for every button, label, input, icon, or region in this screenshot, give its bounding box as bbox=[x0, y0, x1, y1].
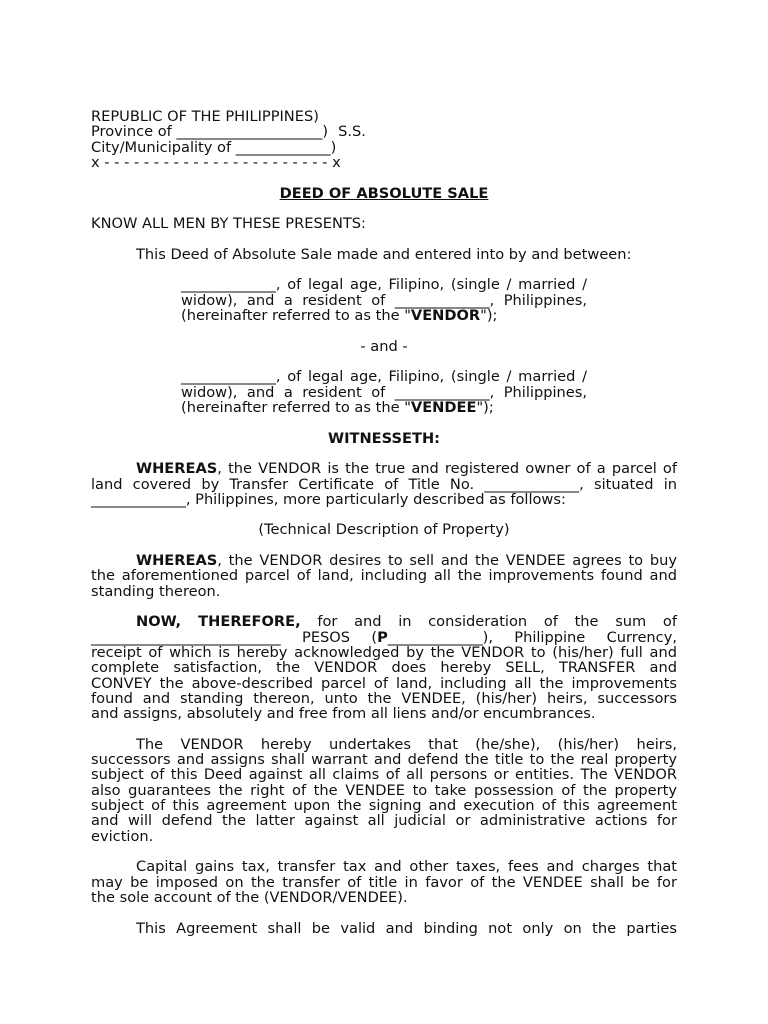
vendor-designation-line bbox=[181, 308, 587, 323]
paragraph-line: CONVEY the above-described parcel of land, including all the improvements bbox=[91, 674, 677, 692]
whereas-ownership-first-line bbox=[91, 461, 677, 476]
preamble: KNOW ALL MEN BY THESE PRESENTS: bbox=[91, 215, 366, 233]
paragraph-line: and assigns, absolutely and free from all liens and/or encumbrances. bbox=[91, 705, 596, 723]
whereas-lead: WHEREAS bbox=[136, 552, 218, 570]
designation-suffix: "); bbox=[476, 398, 494, 416]
amount-words-blank: __________________________ PESOS ( bbox=[91, 628, 378, 646]
header-province-line bbox=[91, 124, 677, 139]
whereas-lead: WHEREAS bbox=[136, 460, 218, 478]
designation-prefix: (hereinafter referred to as the " bbox=[181, 398, 411, 416]
paragraph-line: eviction. bbox=[91, 827, 154, 845]
paragraph-line: may be imposed on the transfer of title in favor of the VENDEE shall be for bbox=[91, 873, 677, 891]
province-blank: Province of ____________________) bbox=[91, 123, 329, 141]
intro-line: This Deed of Absolute Sale made and entered into by and between: bbox=[136, 245, 632, 263]
header-separator: x - - - - - - - - - - - - - - - - - - - - - - - x bbox=[91, 153, 341, 171]
vendor-line: _____________, of legal age, Filipino, (single / married / bbox=[181, 276, 587, 294]
paragraph-line: standing thereon. bbox=[91, 582, 221, 600]
consideration-amount-line bbox=[91, 630, 677, 645]
paragraph-line: the aforementioned parcel of land, including all the improvements found and bbox=[91, 567, 677, 585]
binding-effect-first-line: This Agreement shall be valid and binding not only on the parties bbox=[136, 919, 677, 937]
header-republic-line: REPUBLIC OF THE PHILIPPINES) bbox=[91, 108, 319, 125]
vendee-designation-line bbox=[181, 400, 587, 415]
paragraph-line: and will defend the latter against all judicial or administrative actions for bbox=[91, 812, 677, 830]
paragraph-line: subject of this agreement upon the signing and execution of this agreement bbox=[91, 797, 677, 815]
amount-figure-blank: _____________), Philippine Currency, bbox=[387, 628, 677, 646]
header-city-line: City/Municipality of _____________) bbox=[91, 138, 337, 156]
vendee-designation: VENDEE bbox=[410, 398, 477, 416]
now-therefore-lead: NOW, THEREFORE, bbox=[136, 613, 301, 631]
document-title: DEED OF ABSOLUTE SALE bbox=[279, 184, 489, 202]
witnesseth-heading: WITNESSETH: bbox=[327, 429, 440, 447]
paragraph-line: subject of this Deed against all claims of all persons or entities. The VENDOR bbox=[91, 766, 677, 784]
paragraph-line: _____________, Philippines, more particularly described as follows: bbox=[91, 490, 566, 508]
venue-mark: S.S. bbox=[338, 123, 366, 141]
paragraph-line: complete satisfaction, the VENDOR does hereby SELL, TRANSFER and bbox=[91, 659, 677, 677]
whereas-text: , the VENDOR is the true and registered owner of a parcel of bbox=[217, 460, 677, 478]
vendor-line: widow), and a resident of _____________, Philippines, bbox=[181, 291, 587, 309]
paragraph-line: successors and assigns shall warrant and defend the title to the real property bbox=[91, 751, 677, 769]
vendor-designation: VENDOR bbox=[410, 307, 481, 325]
paragraph-line: land covered by Transfer Certificate of Title No. _____________, situated in bbox=[91, 475, 677, 493]
consideration-first-line bbox=[91, 614, 677, 629]
designation-prefix: (hereinafter referred to as the " bbox=[181, 307, 411, 325]
taxes-first-line: Capital gains tax, transfer tax and other taxes, fees and charges that bbox=[136, 858, 677, 876]
paragraph-line: the sole account of the (VENDOR/VENDEE). bbox=[91, 888, 408, 906]
consideration-text: for and in consideration of the sum of bbox=[300, 613, 677, 631]
peso-mark: P bbox=[377, 628, 388, 646]
party-connector: - and - bbox=[360, 337, 408, 355]
deed-of-sale-text bbox=[91, 109, 677, 936]
paragraph-line: receipt of which is hereby acknowledged by the VENDOR to (his/her) full and bbox=[91, 643, 677, 661]
warranty-first-line: The VENDOR hereby undertakes that (he/she), (his/her) heirs, bbox=[136, 735, 677, 753]
vendee-line: _____________, of legal age, Filipino, (single / married / bbox=[181, 368, 587, 386]
vendee-line: widow), and a resident of _____________, Philippines, bbox=[181, 383, 587, 401]
paragraph-line: found and standing thereon, unto the VENDEE, (his/her) heirs, successors bbox=[91, 689, 677, 707]
whereas-sale-first-line bbox=[91, 553, 677, 568]
designation-suffix: "); bbox=[480, 307, 498, 325]
whereas-text: , the VENDOR desires to sell and the VENDEE agrees to buy bbox=[217, 552, 677, 570]
paragraph-line: also guarantees the right of the VENDEE to take possession of the property bbox=[91, 781, 677, 799]
property-description-placeholder: (Technical Description of Property) bbox=[258, 521, 510, 539]
